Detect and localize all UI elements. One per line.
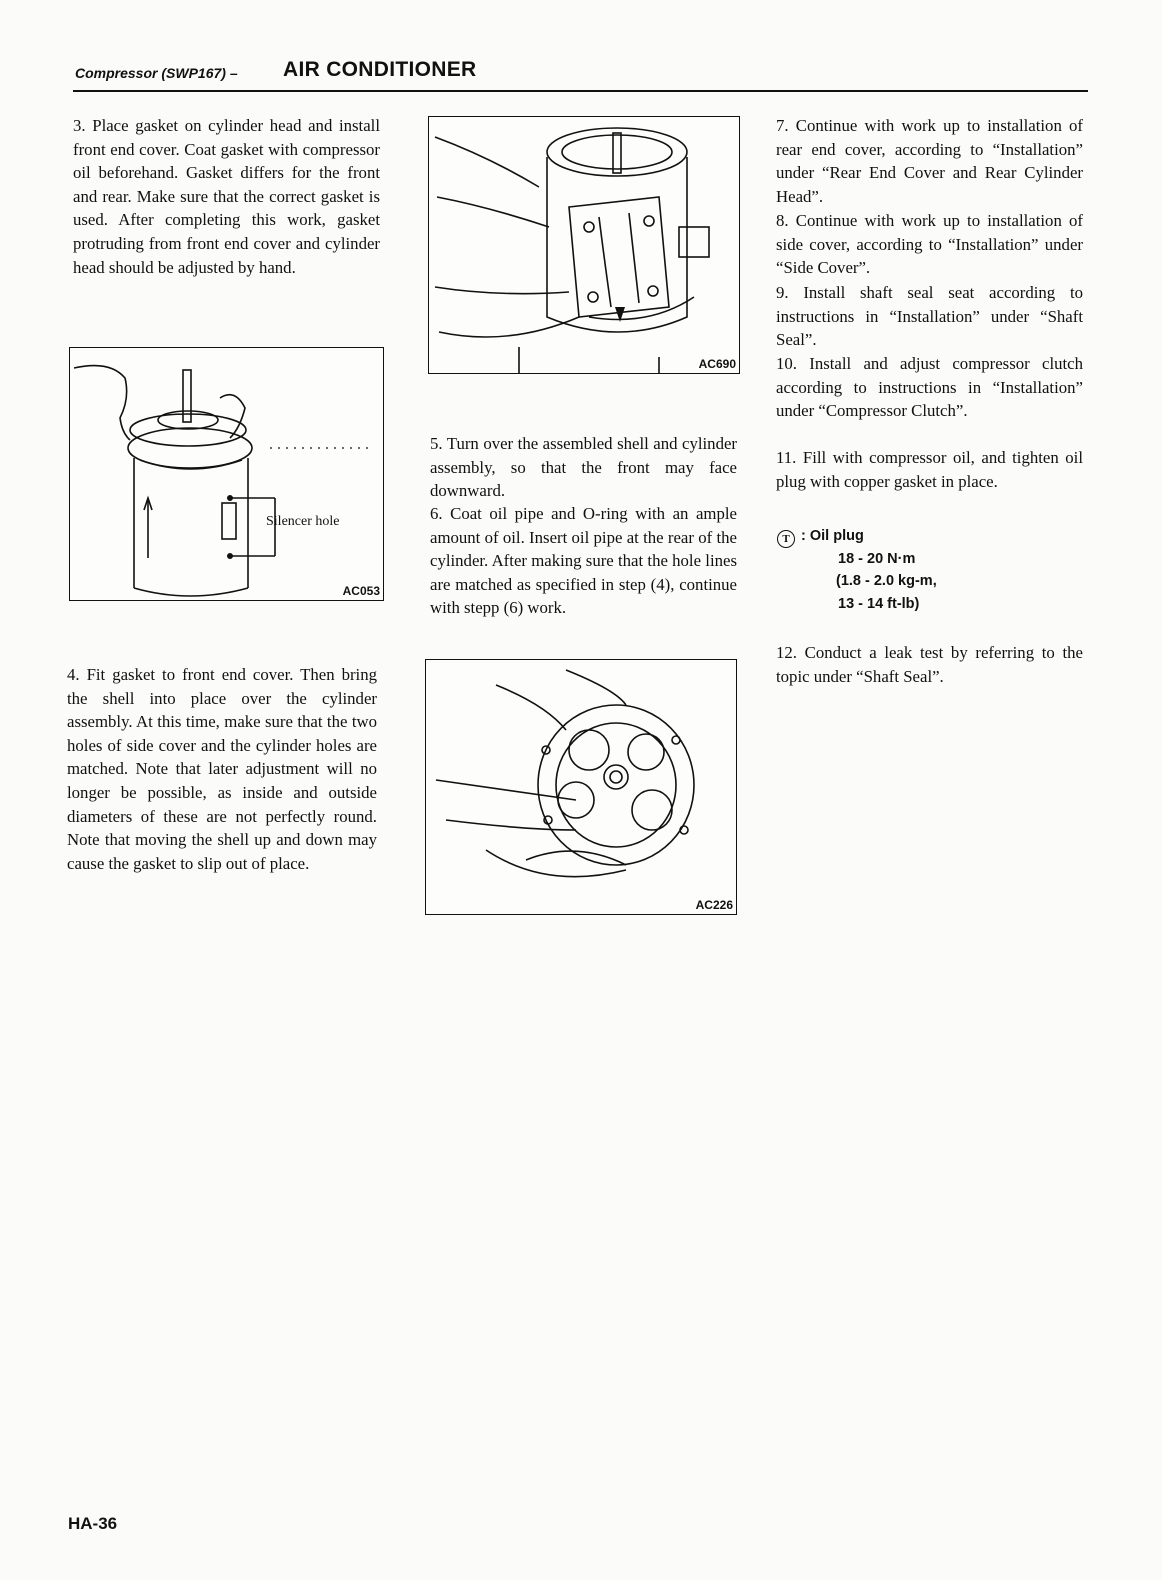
step-9-text: 9. Install shaft seal seat according to instructions in “Installation” under “Shaft Seal”. (776, 283, 1083, 350)
page-title: AIR CONDITIONER (283, 58, 477, 81)
figure-ac226 (425, 659, 737, 915)
page-number: HA-36 (68, 1514, 118, 1533)
silencer-hole-callout: Silencer hole (266, 514, 340, 529)
figure-code: AC053 (342, 584, 380, 598)
shell-cylinder-illustration (429, 117, 739, 373)
section-label: Compressor (SWP167) – (75, 65, 238, 81)
torque-icon: T (777, 530, 795, 548)
figure-code: AC690 (698, 357, 736, 371)
torque-value-nm: 18 - 20 N·m (838, 551, 916, 567)
oil-plug-torque-label (777, 526, 864, 548)
figure-code: AC226 (695, 898, 733, 912)
step-3-text: 3. Place gasket on cylinder head and install front end cover. Coat gasket with compressor oil beforehand. Gasket differs for the front and rear. Make sure that the correct gasket is used. After completing this work, gasket protruding from front end cover and cylinder head should be adjusted by hand. (73, 116, 380, 277)
torque-value-ftlb: 13 - 14 ft-lb) (838, 596, 920, 612)
compressor-illustration (70, 348, 383, 600)
page-header (73, 58, 1088, 92)
step-7-text: 7. Continue with work up to installation of rear end cover, according to “Installation” under “Rear End Cover and Rear Cylinder Head”. (776, 116, 1083, 206)
step-8-text: 8. Continue with work up to installation of side cover, according to “Installation” under “Side Cover”. (776, 211, 1083, 278)
step-4-text: 4. Fit gasket to front end cover. Then bring the shell into place over the cylinder assembly. At this time, make sure that the two holes of side cover and the cylinder holes are matched. Note that later adjustment will no longer be possible, as inside and outside diameters of these are not perfectly round. Note that moving the shell up and down may cause the gasket to slip out of place. (67, 665, 377, 873)
figure-ac053 (69, 347, 384, 601)
step-10-text: 10. Install and adjust compressor clutch according to instructions in “Installation” under “Compressor Clutch”. (776, 354, 1083, 421)
step-5-text: 5. Turn over the assembled shell and cylinder assembly, so that the front may face downward. (430, 434, 737, 501)
step-11-text: 11. Fill with compressor oil, and tighten oil plug with copper gasket in place. (776, 448, 1083, 491)
step-12-text: 12. Conduct a leak test by referring to the topic under “Shaft Seal”. (776, 643, 1083, 686)
figure-ac690 (428, 116, 740, 374)
step-6-text: 6. Coat oil pipe and O-ring with an ample amount of oil. Insert oil pipe at the rear of the cylinder. After making sure that the hole lines are matched as specified in step (4), continue with stepp (6) work. (430, 504, 737, 618)
front-cover-illustration (426, 660, 736, 914)
torque-value-kgm: (1.8 - 2.0 kg-m, (836, 573, 937, 589)
torque-label: : Oil plug (801, 528, 864, 544)
